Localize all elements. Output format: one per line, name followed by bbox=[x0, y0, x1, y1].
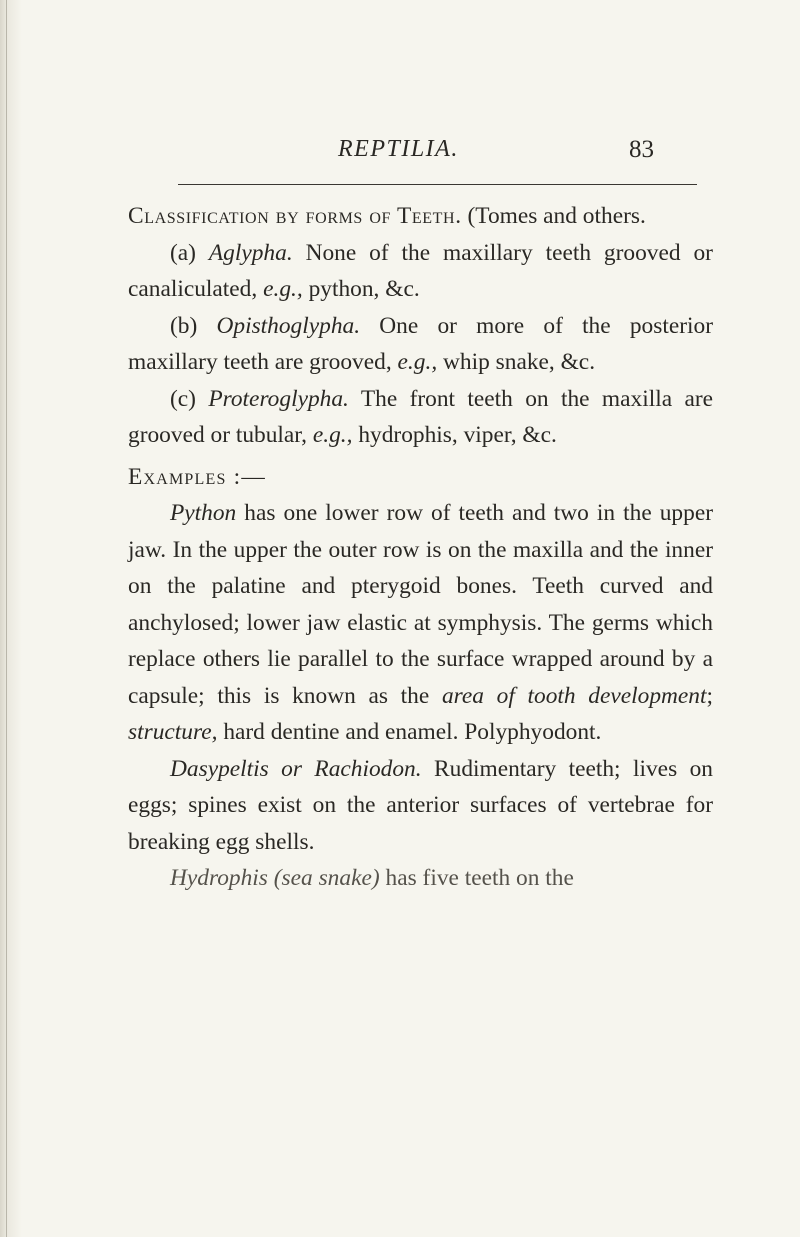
example-python bbox=[128, 495, 713, 751]
item-name: Proteroglypha. bbox=[208, 385, 349, 412]
example-separator: ; bbox=[706, 682, 713, 709]
item-name: Opisthoglypha. bbox=[216, 312, 361, 339]
examples-heading: Examples :— bbox=[128, 463, 266, 490]
classification-heading bbox=[128, 198, 713, 235]
example-name: Python bbox=[170, 500, 237, 526]
example-aside: (sea snake) bbox=[273, 865, 380, 891]
item-examples: python, &c. bbox=[308, 276, 420, 302]
running-title: REPTILIA. bbox=[338, 136, 459, 162]
item-text: The front teeth on the maxilla are grooved or tubular, bbox=[128, 385, 713, 448]
item-text: One or more of the posterior maxillary teeth are grooved, bbox=[128, 312, 713, 375]
item-marker: (a) bbox=[170, 239, 196, 266]
example-hydrophis bbox=[128, 860, 713, 897]
example-term: area of tooth development bbox=[441, 682, 707, 709]
item-marker: (b) bbox=[170, 312, 198, 339]
classification-item-a bbox=[128, 235, 713, 308]
item-eg: e.g., bbox=[263, 276, 303, 302]
classification-item-b bbox=[128, 308, 713, 381]
example-text: hard dentine and enamel. Polyphyodont. bbox=[223, 719, 602, 745]
item-eg: e.g., bbox=[312, 422, 353, 448]
item-marker: (c) bbox=[170, 385, 196, 412]
example-name: Hydrophis bbox=[170, 865, 268, 891]
item-examples: whip snake, &c. bbox=[443, 349, 596, 375]
page-edge-line bbox=[6, 0, 7, 1237]
example-name: Dasypeltis or Rachiodon. bbox=[170, 755, 422, 782]
page-body bbox=[128, 198, 713, 897]
example-text: Rudimentary teeth; lives on eggs; spines exist on the anterior surfaces of vertebrae for breaking egg shells. bbox=[128, 755, 713, 855]
classification-attribution: (Tomes and others. bbox=[467, 203, 646, 229]
running-head bbox=[0, 136, 800, 166]
example-text: has one lower row of teeth and two in the upper jaw. In the upper the outer row is on the maxilla and the inner on the palatine and pterygoid bones. Teeth curved and anchylosed; lower jaw elastic at symphysis. The germs which replace others lie parallel to the surface wrapped around by a capsule; this is known as the bbox=[128, 500, 713, 709]
classification-title: Classification by forms of Teeth. bbox=[128, 203, 462, 229]
classification-item-c bbox=[128, 381, 713, 454]
page-edge-shadow bbox=[0, 0, 22, 1237]
header-rule bbox=[178, 184, 697, 185]
example-dasypeltis bbox=[128, 751, 713, 861]
item-text: None of the maxillary teeth grooved or canaliculated, bbox=[128, 239, 713, 302]
page-number: 83 bbox=[629, 136, 654, 163]
example-term: structure, bbox=[128, 719, 218, 745]
item-name: Aglypha. bbox=[208, 239, 293, 266]
example-text: has five teeth on the bbox=[385, 865, 574, 891]
item-examples: hydrophis, viper, &c. bbox=[358, 422, 557, 448]
item-eg: e.g., bbox=[397, 349, 438, 375]
